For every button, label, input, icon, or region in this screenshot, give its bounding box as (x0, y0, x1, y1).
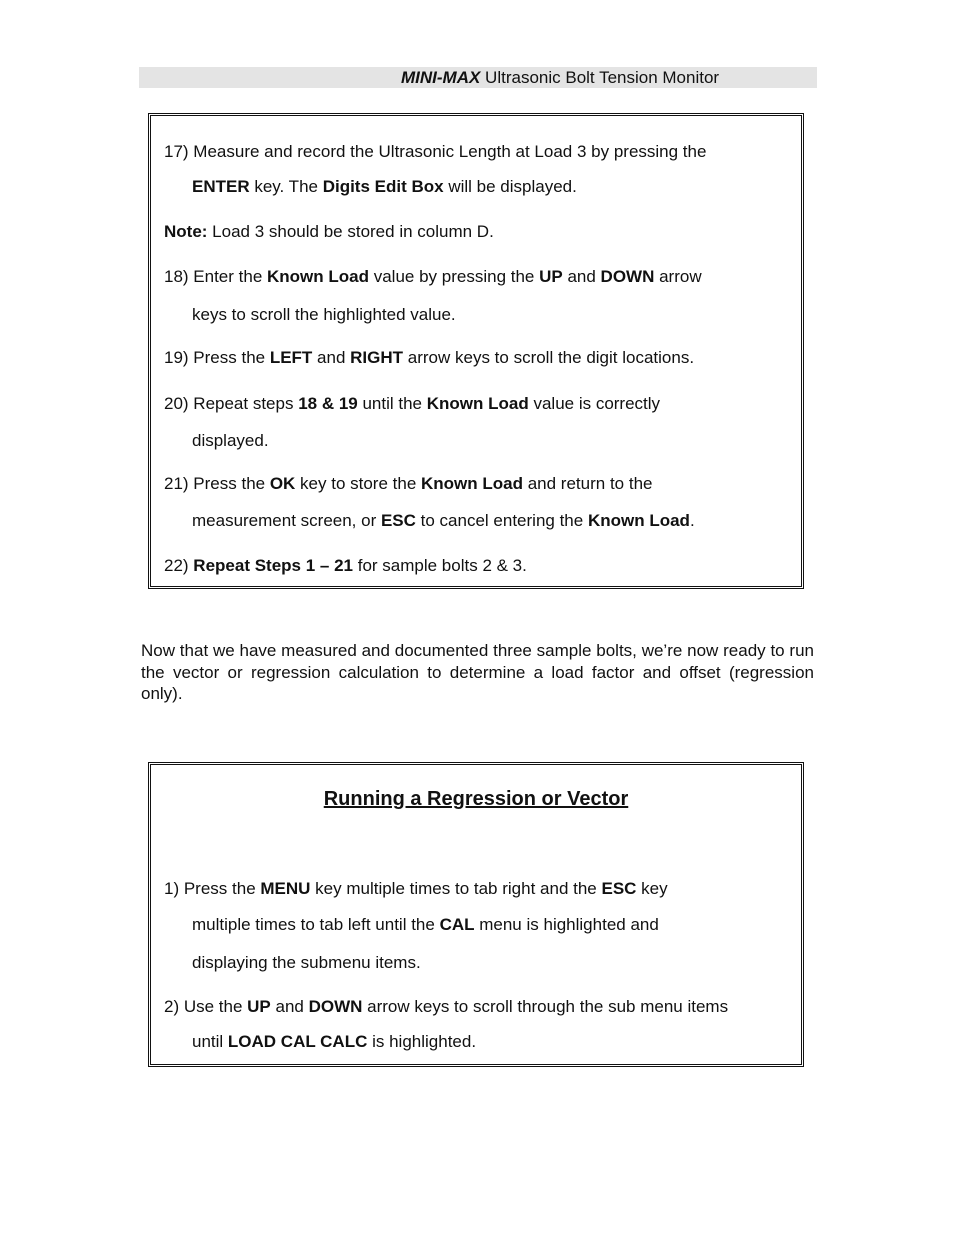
step-20-text: until the (357, 394, 427, 413)
header-title: Ultrasonic Bolt Tension Monitor (480, 68, 720, 87)
left-key-label: LEFT (269, 348, 313, 367)
step-21-text: to cancel entering the (415, 511, 588, 530)
step-21-text: key to store the (295, 474, 422, 493)
step-numbers-label: 18 & 19 (298, 394, 358, 413)
known-load-label: Known Load (587, 511, 690, 530)
note-text: Load 3 should be stored in column D. (207, 222, 494, 241)
step-21-line-1 (164, 473, 652, 495)
step-1-text: key (636, 879, 668, 898)
step-17-text: key. The (249, 177, 323, 196)
step-18-text: arrow (654, 267, 702, 286)
step-20-line-2 (192, 430, 269, 452)
enter-key-label: ENTER (192, 177, 250, 196)
repeat-steps-label: Repeat Steps 1 – 21 (193, 556, 353, 575)
step-17-text: 17) Measure and record the Ultrasonic Length at Load 3 by pressing the (164, 142, 707, 161)
step-2-text: and (270, 997, 309, 1016)
note-label: Note: (164, 222, 208, 241)
step-18-text: and (562, 267, 601, 286)
step-2-text: is highlighted. (367, 1032, 477, 1051)
known-load-label: Known Load (421, 474, 523, 493)
step-2-text: until (192, 1032, 228, 1051)
step-20-line-1 (164, 393, 660, 415)
step-2-text: 2) Use the (164, 997, 248, 1016)
menu-key-label: MENU (260, 879, 311, 898)
step-1-text: multiple times to tab left until the (192, 915, 440, 934)
header-brand: MINI-MAX (401, 68, 481, 87)
down-key-label: DOWN (600, 267, 655, 286)
step-19-line (164, 347, 694, 369)
step-1-text: key multiple times to tab right and the (310, 879, 602, 898)
steps-box-17-22 (148, 113, 804, 589)
step-21-text: measurement screen, or (192, 511, 381, 530)
step-2-line-2 (192, 1031, 476, 1053)
step-2-line-1 (164, 996, 728, 1018)
step-19-text: arrow keys to scroll the digit locations. (403, 348, 695, 367)
step-21-text: 21) Press the (164, 474, 270, 493)
intro-paragraph: Now that we have measured and documented three sample bolts, we’re now ready to run the vector or regression calculation to determine a load factor and offset (regression only). (141, 641, 814, 703)
step-20-text: 20) Repeat steps (164, 394, 299, 413)
regression-section-box (148, 762, 804, 1067)
step-18-line-1 (164, 266, 702, 288)
step-19-text: 19) Press the (164, 348, 270, 367)
page-header (401, 67, 719, 88)
down-key-label: DOWN (308, 997, 363, 1016)
step-19-text: and (312, 348, 351, 367)
step-1-text: 1) Press the (164, 879, 261, 898)
step-1-line-1 (164, 878, 668, 900)
step-1-line-3 (192, 952, 421, 974)
right-key-label: RIGHT (350, 348, 404, 367)
known-load-label: Known Load (267, 267, 369, 286)
step-1-line-2 (192, 914, 659, 936)
ok-key-label: OK (269, 474, 296, 493)
step-20-text: displayed. (192, 431, 269, 450)
cal-menu-label: CAL (439, 915, 475, 934)
step-17-text: will be displayed. (443, 177, 577, 196)
known-load-label: Known Load (426, 394, 529, 413)
step-21-text: and return to the (523, 474, 653, 493)
step-18-line-2 (192, 304, 456, 326)
step-21-text: . (689, 511, 695, 530)
step-22-line (164, 555, 527, 577)
load-cal-calc-label: LOAD CAL CALC (227, 1032, 368, 1051)
step-18-text: value by pressing the (369, 267, 540, 286)
step-20-text: value is correctly (528, 394, 661, 413)
digits-edit-box-label: Digits Edit Box (322, 177, 444, 196)
step-1-text: displaying the submenu items. (192, 953, 421, 972)
step-17-line-2 (192, 176, 577, 198)
step-21-line-2 (192, 510, 695, 532)
step-17-line-1 (164, 141, 706, 163)
up-key-label: UP (247, 997, 271, 1016)
up-key-label: UP (539, 267, 563, 286)
esc-key-label: ESC (380, 511, 416, 530)
step-18-text: keys to scroll the highlighted value. (192, 305, 456, 324)
step-22-text: 22) (164, 556, 194, 575)
step-1-text: menu is highlighted and (474, 915, 659, 934)
note-line (164, 221, 494, 243)
esc-key-label: ESC (601, 879, 637, 898)
step-18-text: 18) Enter the (164, 267, 268, 286)
step-22-text: for sample bolts 2 & 3. (353, 556, 527, 575)
section-title: Running a Regression or Vector (323, 788, 629, 810)
step-2-text: arrow keys to scroll through the sub menu items (362, 997, 729, 1016)
